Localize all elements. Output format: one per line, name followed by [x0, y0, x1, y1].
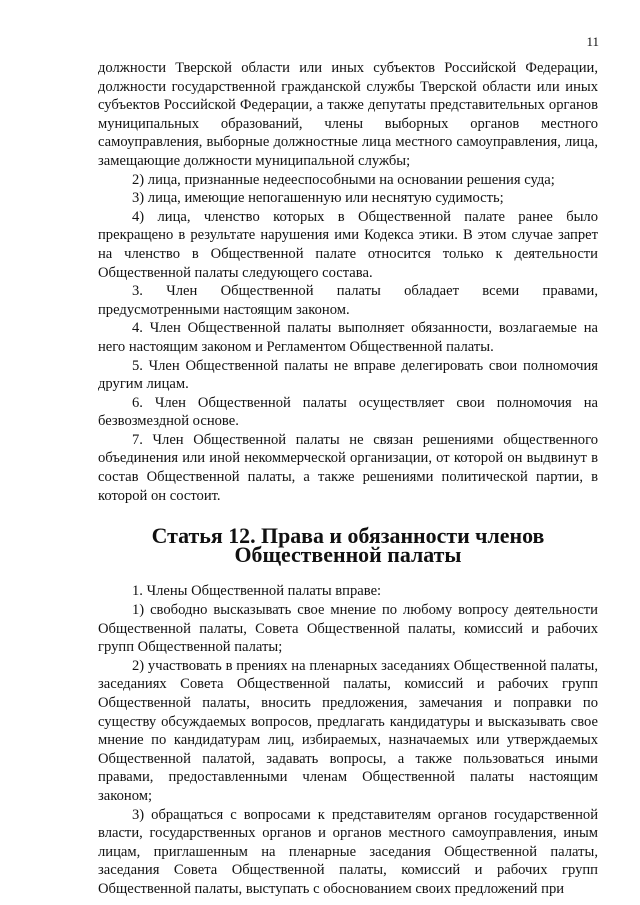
paragraph-clause-3: 3. Член Общественной палаты обладает всеми правами, предусмотренными настоящим законом. — [98, 283, 598, 318]
paragraph-clause-6: 6. Член Общественной палаты осуществляет свои полномочия на безвозмездной основе. — [98, 394, 598, 430]
paragraph-item-4: 4) лица, членство которых в Общественной палате ранее было прекращено в результате нарушения ими Кодекса этики. В этом случае запрет на членство в Общественной палате относится только к деятельности Общественной палаты следующего состава. — [98, 208, 598, 281]
paragraph-continuation: должности Тверской области или иных субъектов Российской Федерации, должности государственной гражданской службы Тверской области или иных субъектов Российской Федерации, а также депутаты представительных органов муниципальных образований, члены выборных органов местного самоуправления, выборные должностные лица местного самоуправления, лица, замещающие должности муниципальной службы; — [98, 60, 598, 169]
paragraph-right-2: 2) участвовать в прениях на пленарных заседаниях Общественной палаты, заседаниях Совета Общественной палаты, комиссий и рабочих групп Общественной палаты, вносить предложения, замечания и поправки по существу обсуждаемых вопросов, предлагать кандидатуры и высказывать свое мнение по кандидатурам лиц, избираемых, назначаемых или утверждаемых Общественной палатой, задавать вопросы, а также пользоваться иными правами, предоставленными членам Общественной палаты настоящим законом; — [98, 657, 598, 804]
paragraph-item-2: 2) лица, признанные недееспособными на основании решения суда; — [132, 171, 555, 188]
paragraph-article-clause-1: 1. Члены Общественной палаты вправе: — [132, 583, 382, 600]
paragraph-clause-4: 4. Член Общественной палаты выполняет обязанности, возлагаемые на него настоящим законом и Регламентом Общественной палаты. — [98, 320, 598, 355]
paragraph-clause-7: 7. Член Общественной палаты не связан решениями общественного объединения или иной некоммерческой организации, от которой он выдвинут в состав Общественной палаты, а также решениями политической партии, в которой он состоит. — [98, 431, 598, 504]
page-content — [98, 59, 598, 899]
paragraph-right-1: 1) свободно высказывать свое мнение по любому вопросу деятельности Общественной палаты, Совета Общественной палаты, комиссий и рабочих групп Общественной палаты; — [98, 602, 598, 656]
article-heading: Статья 12. Права и обязанности членов Общественной палаты — [151, 523, 545, 567]
paragraph-item-3: 3) лица, имеющие непогашенную или неснятую судимость; — [132, 190, 504, 207]
paragraph-right-3: 3) обращаться с вопросами к представителям органов государственной власти, государственных органов и органов местного самоуправления, иным лицам, приглашенным на пленарные заседания Общественной палаты, заседания Совета Общественной палаты, комиссий и рабочих групп Общественной палаты, выступать с обоснованием своих предложений при — [98, 806, 598, 897]
page-number: 11 — [586, 34, 599, 49]
paragraph-clause-5: 5. Член Общественной палаты не вправе делегировать свои полномочия другим лицам. — [98, 357, 598, 393]
